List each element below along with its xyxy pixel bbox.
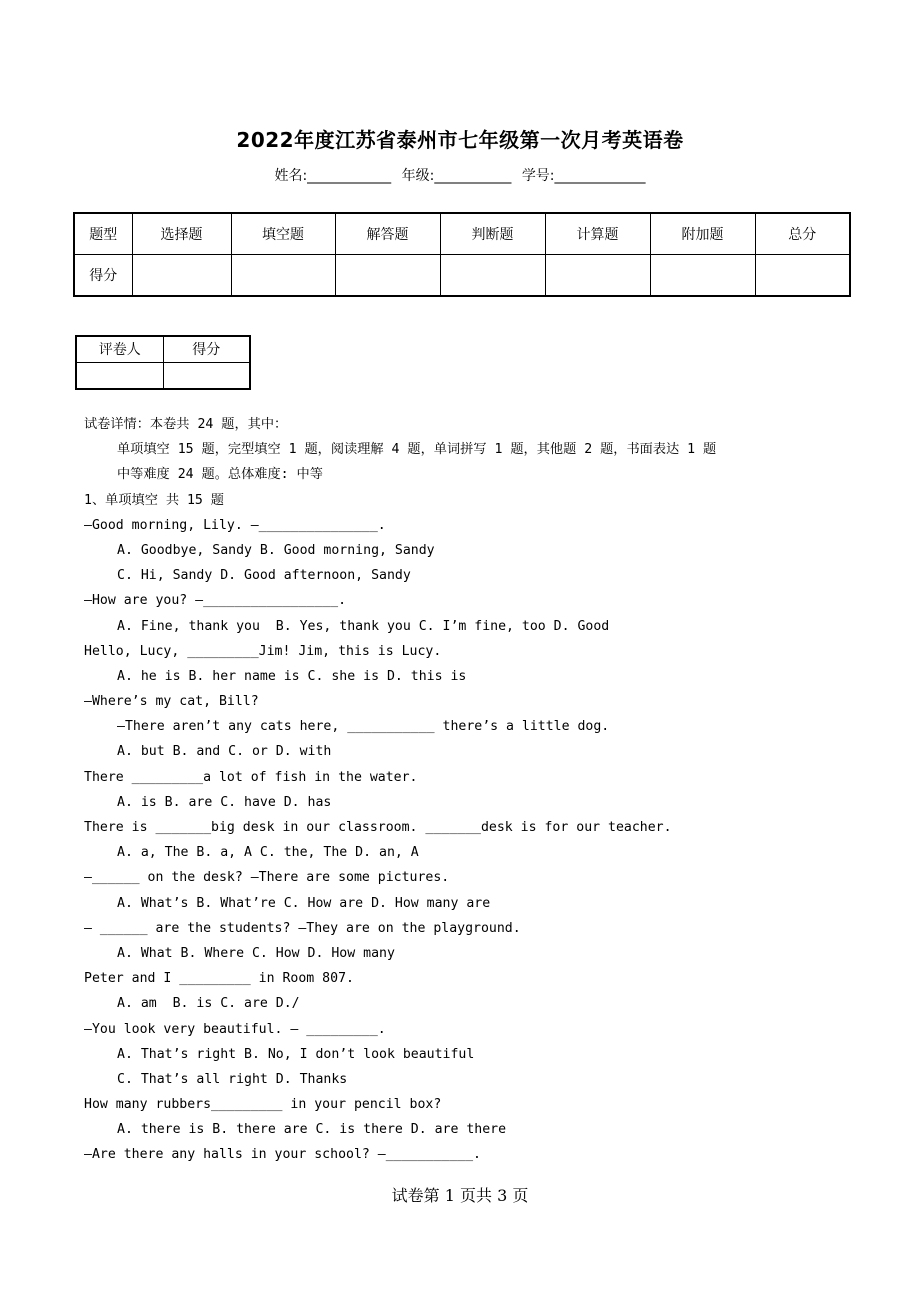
reviewer-cell[interactable] [76, 362, 163, 389]
question-line: —Are there any halls in your school? —___________. [84, 1147, 481, 1163]
header-score: 得分 [163, 336, 250, 362]
question-line: —Good morning, Lily. —_______________. [84, 517, 386, 533]
header-fill-blank: 填空题 [231, 213, 335, 255]
question-option-line: C. Hi, Sandy D. Good afternoon, Sandy [117, 568, 411, 584]
question-option-line: 中等难度 24 题。总体难度: 中等 [117, 467, 323, 483]
question-option-line: 单项填空 15 题，完型填空 1 题，阅读理解 4 题，单词拼写 1 题，其他题 2 题，书面表达 1 题 [117, 442, 717, 458]
question-option-line: A. is B. are C. have D. has [117, 794, 332, 810]
score-cell[interactable] [650, 255, 755, 297]
question-line: —______ on the desk? —There are some pictures. [84, 870, 450, 886]
question-option-line: A. That’s right B. No, I don’t look beautiful [117, 1046, 475, 1062]
question-option-line: C. That’s all right D. Thanks [117, 1071, 348, 1087]
score-cell[interactable] [545, 255, 650, 297]
question-option-line: A. there is B. there are C. is there D. are there [117, 1122, 507, 1138]
question-option-line: A. What’s B. What’re C. How are D. How many are [117, 895, 491, 911]
score-table [73, 212, 851, 297]
header-calculation: 计算题 [545, 213, 650, 255]
score-table-score-row [74, 255, 850, 297]
score-cell[interactable] [335, 255, 440, 297]
score-cell[interactable] [755, 255, 850, 297]
score-table-header-row [74, 213, 850, 255]
question-option-line: A. a, The B. a, A C. the, The D. an, A [117, 845, 419, 861]
header-total: 总分 [755, 213, 850, 255]
question-line: — ______ are the students? —They are on the playground. [84, 920, 521, 936]
row-label-score: 得分 [74, 255, 132, 297]
header-bonus: 附加题 [650, 213, 755, 255]
question-line: There is _______big desk in our classroom. _______desk is for our teacher. [84, 820, 672, 835]
question-line: How many rubbers_________ in your pencil box? [84, 1097, 442, 1113]
question-option-line: —There aren’t any cats here, ___________ there’s a little dog. [117, 719, 610, 735]
question-line: Peter and I _________ in Room 807. [84, 971, 354, 987]
score-cell[interactable] [132, 255, 231, 297]
question-option-line: A. he is B. her name is C. she is D. this is [117, 668, 467, 684]
question-line: 1、单项填空 共 15 题 [84, 492, 224, 508]
header-question-type: 题型 [74, 213, 132, 255]
question-option-line: A. but B. and C. or D. with [117, 744, 332, 760]
question-line: —How are you? —_________________. [84, 593, 347, 609]
student-id-field[interactable]: 学号:_____________ [521, 168, 646, 184]
reviewer-table [75, 335, 251, 390]
reviewer-value-row [76, 362, 250, 389]
student-info [0, 165, 920, 185]
reviewer-header-row [76, 336, 250, 362]
score-cell[interactable] [440, 255, 545, 297]
question-option-line: A. What B. Where C. How D. How many [117, 945, 395, 961]
header-judge: 判断题 [440, 213, 545, 255]
question-option-line: A. Goodbye, Sandy B. Good morning, Sandy [117, 542, 435, 558]
header-answer: 解答题 [335, 213, 440, 255]
question-line: There _________a lot of fish in the water. [84, 769, 418, 785]
header-choice: 选择题 [132, 213, 231, 255]
question-option-line: A. am B. is C. are D./ [117, 996, 300, 1012]
page-title: 2022年度江苏省泰州市七年级第一次月考英语卷 [236, 128, 684, 152]
name-field[interactable]: 姓名:____________ [274, 168, 392, 184]
page-footer: 试卷第 1 页共 3 页 [391, 1186, 529, 1205]
question-line: —You look very beautiful. — _________. [84, 1021, 386, 1037]
exam-content [84, 412, 864, 1168]
reviewer-score-cell[interactable] [163, 362, 250, 389]
question-line: Hello, Lucy, _________Jim! Jim, this is Lucy. [84, 643, 442, 659]
grade-field[interactable]: 年级:___________ [401, 168, 512, 184]
question-line: —Where’s my cat, Bill? [84, 694, 259, 710]
question-line: 试卷详情：本卷共 24 题，其中： [84, 417, 288, 432]
header-reviewer: 评卷人 [76, 336, 163, 362]
score-cell[interactable] [231, 255, 335, 297]
question-option-line: A. Fine, thank you B. Yes, thank you C. I’m fine, too D. Good [117, 618, 610, 634]
